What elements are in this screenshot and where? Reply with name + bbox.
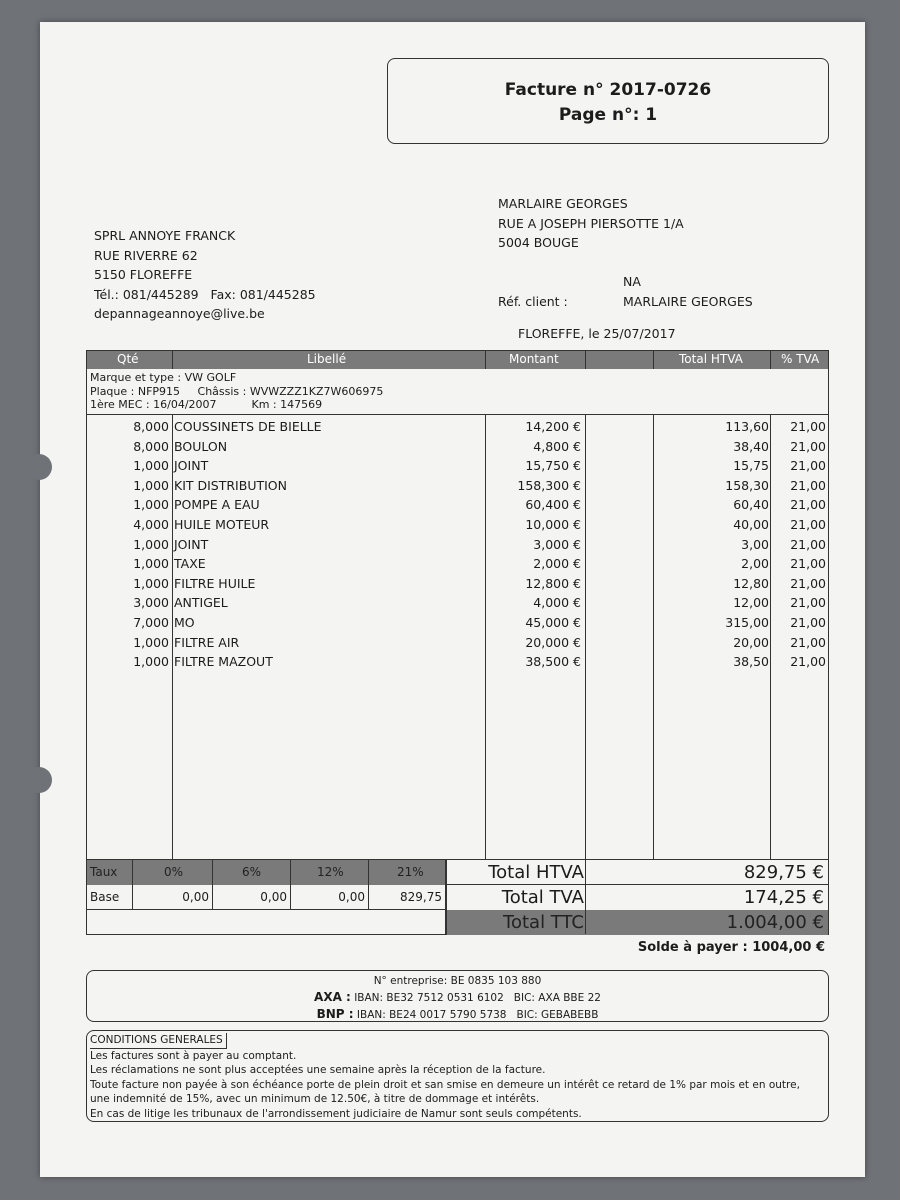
row-total-htva: 38,50	[733, 654, 769, 670]
total-tva-label: Total TVA	[501, 887, 584, 908]
vehicle-type: Marque et type : VW GOLF	[90, 371, 237, 384]
rate-12: 12%	[317, 865, 344, 879]
row-vat: 21,00	[790, 595, 826, 611]
bank-details	[86, 970, 829, 1022]
row-vat: 21,00	[790, 575, 826, 591]
base-0: 0,00	[182, 890, 209, 904]
tax-summary	[86, 860, 446, 910]
tax-divider	[132, 860, 133, 909]
row-total-htva: 20,00	[733, 634, 769, 650]
row-amount: 12,800 €	[525, 575, 581, 591]
vehicle-mec-km: 1ère MEC : 16/04/2007 Km : 147569	[90, 398, 323, 411]
client-address	[498, 194, 684, 253]
table-row	[87, 458, 828, 478]
table-row	[87, 595, 828, 615]
axa-iban: IBAN: BE32 7512 0531 6102 BIC: AXA BBE 22	[354, 992, 601, 1004]
general-conditions	[86, 1030, 829, 1122]
row-amount: 4,000 €	[533, 595, 581, 611]
row-total-htva: 158,30	[725, 477, 769, 493]
bnp-iban: IBAN: BE24 0017 5790 5738 BIC: GEBABEBB	[356, 1009, 599, 1021]
row-vat: 21,00	[790, 438, 826, 454]
row-vat: 21,00	[790, 458, 826, 474]
row-vat: 21,00	[790, 419, 826, 434]
invoice-lines-table	[86, 350, 829, 860]
total-tva-row	[447, 885, 828, 910]
row-vat: 21,00	[790, 517, 826, 532]
tax-divider	[368, 860, 369, 909]
table-row	[87, 635, 828, 655]
row-total-htva: 315,00	[725, 615, 769, 630]
table-row	[87, 654, 828, 674]
invoice-paper	[40, 22, 865, 1177]
total-ttc-label: Total TTC	[503, 912, 584, 933]
row-total-htva: 40,00	[733, 517, 769, 532]
table-row	[87, 576, 828, 596]
table-row	[87, 439, 828, 459]
row-label: MO	[174, 615, 195, 630]
header-total-htva: Total HTVA	[679, 352, 743, 366]
company-number: N° entreprise: BE 0835 103 880	[373, 975, 542, 987]
row-qty: 4,000	[133, 517, 169, 532]
row-amount: 2,000 €	[533, 556, 581, 572]
row-qty: 1,000	[133, 575, 169, 591]
row-label: KIT DISTRIBUTION	[174, 477, 287, 493]
row-qty: 7,000	[133, 615, 169, 630]
row-total-htva: 12,80	[733, 575, 769, 591]
bnp-label: BNP :	[316, 1007, 354, 1021]
row-qty: 8,000	[133, 419, 169, 434]
seller-email: depannageannoye@live.be	[94, 306, 265, 321]
row-label: HUILE MOTEUR	[174, 517, 270, 532]
row-qty: 8,000	[133, 438, 169, 454]
taux-label: Taux	[90, 865, 118, 879]
table-row	[87, 537, 828, 557]
total-tva-value: 174,25 €	[743, 887, 824, 908]
seller-phone-fax: Tél.: 081/445289 Fax: 081/445285	[94, 286, 316, 302]
row-total-htva: 38,40	[733, 438, 769, 454]
row-amount: 158,300 €	[517, 477, 581, 493]
tax-divider	[290, 860, 291, 909]
row-label: POMPE A EAU	[174, 497, 260, 513]
row-total-htva: 12,00	[733, 595, 769, 611]
row-qty: 1,000	[133, 654, 169, 670]
rate-21: 21%	[397, 865, 424, 879]
client-city: 5004 BOUGE	[498, 235, 579, 250]
seller-city: 5150 FLOREFFE	[94, 267, 193, 282]
row-qty: 1,000	[133, 458, 169, 474]
client-ref-label: Réf. client :	[498, 294, 568, 309]
row-qty: 3,000	[133, 595, 169, 611]
total-ttc-value: 1.004,00 €	[726, 912, 824, 933]
client-na: NA	[623, 274, 641, 289]
vehicle-plate-chassis: Plaque : NFP915 Châssis : WVWZZZ1KZ7W606975	[90, 384, 384, 398]
base-12: 0,00	[338, 890, 365, 904]
tax-blank-row	[86, 910, 446, 935]
header-label: Libellé	[307, 352, 347, 366]
tax-rates-row	[87, 860, 445, 885]
row-vat: 21,00	[790, 634, 826, 650]
row-amount: 45,000 €	[525, 615, 581, 630]
row-amount: 15,750 €	[525, 458, 581, 474]
row-qty: 1,000	[133, 477, 169, 493]
row-vat: 21,00	[790, 536, 826, 552]
rate-6: 6%	[242, 865, 262, 879]
total-htva-row	[447, 860, 828, 885]
row-amount: 10,000 €	[525, 517, 581, 532]
conditions-title: CONDITIONS GENERALES	[90, 1033, 227, 1049]
base-label: Base	[90, 890, 120, 904]
row-total-htva: 3,00	[741, 536, 769, 552]
condition-line: Les factures sont à payer au comptant.	[90, 1049, 297, 1062]
condition-line: Les réclamations ne sont plus acceptées une semaine après la réception de la facture.	[90, 1064, 546, 1076]
row-qty: 1,000	[133, 536, 169, 552]
header-qty: Qté	[117, 352, 139, 366]
table-row	[87, 419, 828, 439]
totals-box	[446, 860, 829, 935]
total-htva-value: 829,75 €	[743, 862, 824, 883]
punch-hole	[26, 454, 52, 480]
table-row	[87, 615, 828, 635]
row-qty: 1,000	[133, 497, 169, 513]
total-htva-label: Total HTVA	[488, 862, 584, 883]
condition-line: une indemnité de 15%, avec un minimum de 12.50€, à titre de dommage et intérêts.	[90, 1093, 540, 1105]
table-row	[87, 497, 828, 517]
balance-due: Solde à payer : 1004,00 €	[637, 940, 825, 955]
invoice-number: Facture n° 2017-0726	[504, 80, 712, 100]
row-label: ANTIGEL	[174, 595, 228, 611]
axa-line	[87, 989, 828, 1006]
header-amount: Montant	[509, 352, 559, 366]
row-amount: 3,000 €	[533, 536, 581, 552]
condition-line: En cas de litige les tribunaux de l'arrondissement judiciaire de Namur sont seuls compétents.	[90, 1107, 582, 1120]
seller-street: RUE RIVERRE 62	[94, 247, 198, 263]
row-label: FILTRE MAZOUT	[174, 654, 273, 670]
rate-0: 0%	[164, 865, 184, 879]
row-label: JOINT	[174, 536, 209, 552]
table-row	[87, 517, 828, 537]
row-amount: 14,200 €	[525, 419, 581, 434]
total-ttc-row	[447, 910, 828, 935]
row-label: BOULON	[174, 438, 228, 454]
tax-base-row	[87, 885, 445, 910]
row-vat: 21,00	[790, 615, 826, 630]
row-amount: 4,800 €	[533, 438, 581, 454]
row-total-htva: 15,75	[733, 458, 769, 474]
row-total-htva: 113,60	[725, 419, 769, 434]
row-label: FILTRE HUILE	[174, 575, 256, 591]
condition-line: Toute facture non payée à son échéance porte de plein droit et san smise en demeure un intérêt ce retard de 1% par mois et en outre,	[90, 1078, 800, 1091]
invoice-title-box	[387, 58, 829, 144]
bnp-line	[87, 1006, 828, 1023]
client-street: RUE A JOSEPH PIERSOTTE 1/A	[498, 215, 684, 231]
totals-divider	[585, 860, 586, 934]
row-amount: 20,000 €	[525, 634, 581, 650]
row-label: JOINT	[174, 458, 209, 474]
place-date: FLOREFFE, le 25/07/2017	[518, 326, 676, 341]
row-label: COUSSINETS DE BIELLE	[174, 419, 322, 434]
row-total-htva: 2,00	[741, 556, 769, 572]
table-row	[87, 478, 828, 498]
row-amount: 38,500 €	[525, 654, 581, 670]
seller-address	[94, 226, 316, 324]
axa-label: AXA :	[314, 990, 351, 1004]
row-vat: 21,00	[790, 477, 826, 493]
client-ref-value: MARLAIRE GEORGES	[623, 294, 753, 309]
row-qty: 1,000	[133, 556, 169, 572]
row-qty: 1,000	[133, 634, 169, 650]
seller-name: SPRL ANNOYE FRANCK	[94, 228, 236, 243]
page-number: Page n°: 1	[558, 105, 658, 125]
row-amount: 60,400 €	[525, 497, 581, 513]
client-name: MARLAIRE GEORGES	[498, 196, 628, 211]
table-row	[87, 556, 828, 576]
base-6: 0,00	[260, 890, 287, 904]
table-header	[87, 351, 828, 369]
tax-divider	[212, 860, 213, 909]
row-vat: 21,00	[790, 497, 826, 513]
row-label: TAXE	[174, 556, 206, 572]
punch-hole	[26, 767, 52, 793]
vehicle-info	[87, 369, 828, 415]
row-total-htva: 60,40	[733, 497, 769, 513]
base-21: 829,75	[400, 890, 442, 904]
row-label: FILTRE AIR	[174, 634, 240, 650]
row-vat: 21,00	[790, 654, 826, 670]
row-vat: 21,00	[790, 556, 826, 572]
header-vat: % TVA	[781, 352, 820, 366]
